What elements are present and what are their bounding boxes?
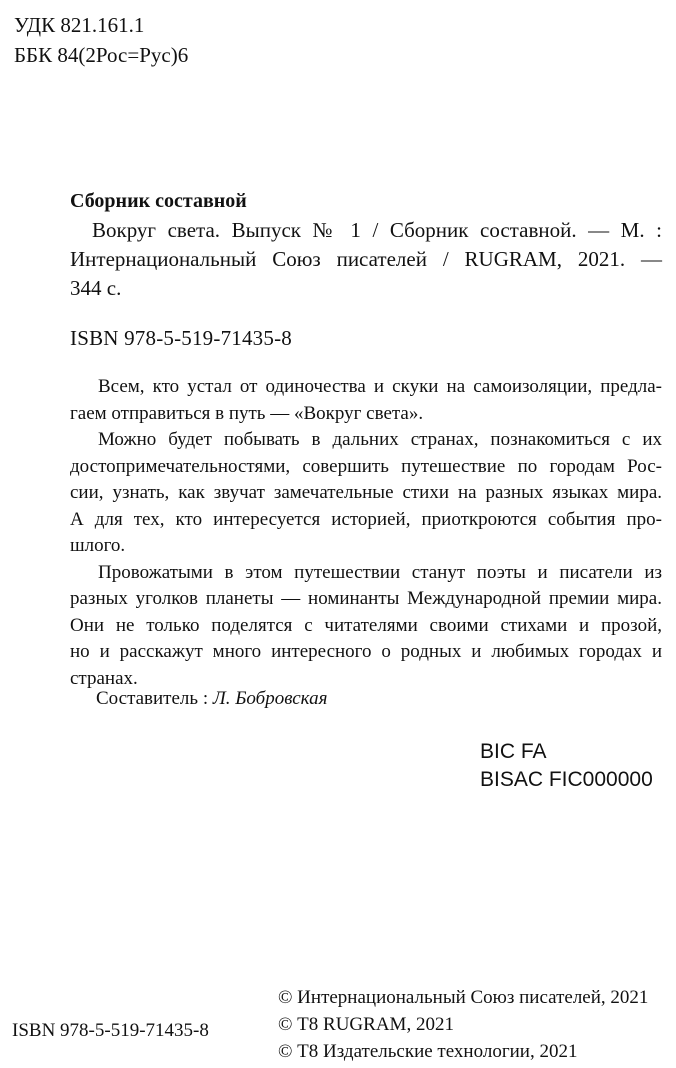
copyright-line: © Т8 RUGRAM, 2021 [278,1014,454,1035]
subject-codes [480,738,653,794]
book-title: Сборник составной [70,190,247,212]
bic-code: BIC FA [480,740,547,763]
annotation-line: Они не только поделятся с читателями своими стихами и прозой, [70,614,662,636]
annotation-line: Всем, кто устал от одиночества и скуки на самоизоляции, предла- [98,376,662,397]
bib-line: Интернациональный Союз писателей / RUGRAM, 2021. — [70,247,662,271]
annotation-line: шлого. [70,535,126,556]
udk-code: УДК 821.161.1 [14,13,145,37]
copyright-block [278,984,648,1065]
annotation-line: разных уголков планеты — номинанты Международной премии мира. [70,588,662,609]
compiler-label: Составитель : [96,688,209,709]
annotation-line: Можно будет побывать в дальних странах, познакомиться с их [98,429,662,450]
copyright-line: © Интернациональный Союз писателей, 2021 [278,987,649,1008]
bib-line: 344 с. [70,276,122,300]
isbn-main: ISBN 978-5-519-71435-8 [70,326,292,350]
compiler-credit [96,688,327,710]
annotation-line: Провожатыми в этом путешествии станут поэты и писатели из [98,561,662,583]
annotation-line: достопримечательностями, совершить путешествие по городам Рос- [70,455,662,477]
isbn-bottom: ISBN 978-5-519-71435-8 [12,1020,209,1041]
copyright-line: © Т8 Издательские технологии, 2021 [278,1041,578,1062]
annotation-line: странах. [70,667,138,689]
bib-line: Вокруг света. Выпуск № 1 / Сборник составной. — М. : [92,218,662,242]
annotation-line: но и расскажут много интересного о родных и любимых городах и [70,641,662,662]
annotation-line: гаем отправиться в путь — «Вокруг света». [70,402,424,424]
compiler-name: Л. Бобровская [212,688,328,709]
bisac-code: BISAC FIC000000 [480,768,653,791]
annotation-line: А для тех, кто интересуется историей, приоткроются события про- [70,508,662,530]
bibliographic-record [70,216,662,303]
annotation [70,374,662,692]
bbk-code: ББК 84(2Рос=Рус)6 [14,43,189,67]
annotation-line: сии, узнать, как звучат замечательные стихи на разных языках мира. [70,482,662,503]
